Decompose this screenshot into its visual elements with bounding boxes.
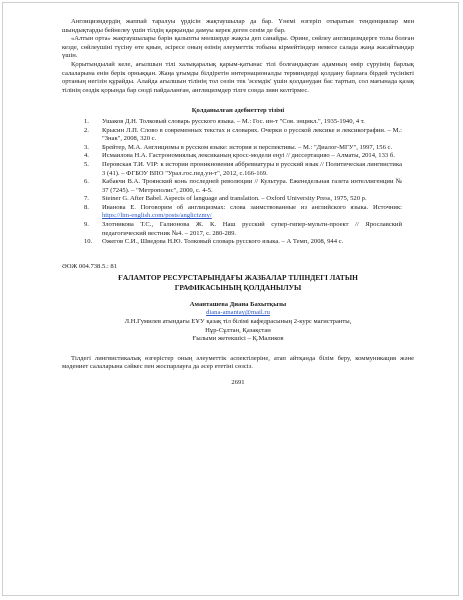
reference-item	[62, 144, 414, 153]
reference-item	[62, 204, 414, 221]
article-title-line: ҒАЛАМТОР РЕСУРСТАРЫНДАҒЫ ЖАЗБАЛАР ТІЛІНДЕГІ ЛАТЫН	[118, 273, 358, 283]
page-content	[62, 18, 414, 388]
body-paragraph: «Алтын орта» жақтаушылары бәрін қалыпты мөлшерде жақсы деп санайды. Әрине, сөйлеу англицизмдерге толы болған кезде, сөйлеушіні түсіну өте қиын, әсіресе оның өзінің әлеуметтік тобына кірмейтіндер немесе салада жаңа жасайтындар үшін.	[62, 35, 414, 60]
reference-item	[62, 178, 414, 195]
reference-number: 6.	[84, 178, 89, 186]
affiliation: Л.Н.Гумилев атындағы ЕҰУ қазақ тіл білімі кафедрасының 2-курс магистранты,	[124, 318, 352, 326]
reference-item	[62, 195, 414, 204]
reference-text: Ожегов С.И., Шведова Н.Ю. Толковый словарь русского языка. – А Темп, 2008, 944 с.	[102, 238, 344, 246]
reference-text: Иванова Е. Поговорим об англицизмах: слова заимствованные из английского языка. Источник:	[102, 203, 402, 211]
reference-item	[62, 238, 414, 247]
reference-text: Брейтер, М.А. Англицизмы в русском языке: история и перспективы. – М.: "Диалог-МГУ", 1997, 156 с.	[102, 143, 393, 151]
reference-text: Крысин Л.П. Слово в современных текстах и словарях. Очерки о русской лексике и лексикографии. – М.: "Знак", 2008, 320 с.	[102, 126, 402, 143]
page-number: 2691	[231, 379, 245, 386]
supervisor: Ғылыми жетекшісі – Қ.Маликов	[192, 335, 284, 343]
reference-number: 4.	[84, 152, 89, 160]
reference-text: Исмаилова Н.А. Гастрономиялық лексиканың кросс-модели еңуі // диссертацияо – Алматы, 2014, 133 б.	[102, 152, 395, 160]
reference-text: Steiner G. After Babel. Aspects of language and translation. – Oxford University Press, 1975, 520 p.	[102, 195, 367, 203]
reference-text: Перовская Т.И. VIP: к истории проникновения аббревиатуры в русский язык // Политическая лингвистика 3 (41). – ФГБОУ ВПО "Урал.гос.пед.ун-т", 2012, с.166-169.	[102, 160, 402, 177]
reference-item	[62, 118, 414, 127]
references-list	[62, 118, 414, 247]
body-paragraph: Англицизмдердің жаппай таралуы үрдісін жақтаушылар да бар. Үнемі өзгеріп отыратын тенденциялар мен шындықтарды бейнелеу үшін тілдің қарқынды дамуы керек деген сенім де бар.	[62, 18, 414, 34]
reference-item	[62, 152, 414, 161]
references-heading: Қолданылған әдебиеттер тізімі	[191, 107, 285, 115]
reference-number: 3.	[84, 143, 89, 151]
reference-item	[62, 221, 414, 238]
body-paragraph: Қорытындылай келе, ағылшын тілі халықаралық қарым-қатынас тілі болғандықтан адамның өмір сүруінің барлық салаларына енін берік орныққан. Жаңа ұғымды білдіретін интернационалды терминдерді қолдану барлаға бірдей түсінікті ортаның негізін құрайды. Алайда ағылшын тілінің тол сөзін тек 'әсемдік' үшін қолданудан бас тартып, сол мағынада қазақ тілінің сөздік қорында бар сөзді пайдаланған, англицизмдер тілге сонда зиян келтірмес.	[62, 60, 414, 94]
reference-number: 7.	[84, 195, 89, 203]
reference-number: 10.	[84, 238, 93, 246]
abstract-paragraph: Тілдегі лингвистикалық өзгерістер оның әлеуметтік аспектілеріне, атап айтқанда білім беру, коммуникация және мәдениет салаларына сәйкес пен жоспарлауға да әсер ететіні сөзсіз.	[62, 354, 414, 371]
author-name: Аманташева Диана Бахытқызы	[189, 300, 287, 308]
reference-link[interactable]: https://lim-english.com/posts/anglicizmy/	[102, 212, 212, 220]
article-title	[62, 273, 414, 291]
reference-number: 2.	[84, 126, 89, 134]
reference-number: 5.	[84, 160, 89, 168]
author-email-link[interactable]: diana-amantay@mail.ru	[206, 309, 270, 317]
reference-item	[62, 127, 414, 144]
author-email-row	[62, 309, 414, 318]
article-title-line: ГРАФИКАСЫНЫҢ ҚОЛДАНЫЛУЫ	[174, 282, 302, 292]
affiliation-location: Нұр-Сұлтан, Қазақстан	[205, 326, 271, 334]
reference-text: Ушаков Д.Н. Толковый словарь русского языка. – М.: Гос. ин-т "Сов. энцикл.", 1935-1940, 4 т.	[102, 117, 365, 125]
reference-item	[62, 161, 414, 178]
reference-text: Злотникова Т.С., Галионова Ж. К. Наш русский супер-гипер-мульти-проект // Ярославский педагогический вестник №4. – 2017, с. 280-289.	[102, 221, 402, 237]
udc-code: ӘОЖ 004.738.5.: 81	[62, 262, 118, 270]
reference-number: 9.	[84, 221, 89, 229]
reference-text: Кабакчи В.А. Троянский конь последней революции // Культура. Еженедельная газета интеллигенции № 37 (7245). – "Метрополис", 2000, с. 4-5.	[102, 178, 402, 194]
reference-number: 8.	[84, 203, 89, 211]
reference-number: 1.	[84, 117, 89, 125]
